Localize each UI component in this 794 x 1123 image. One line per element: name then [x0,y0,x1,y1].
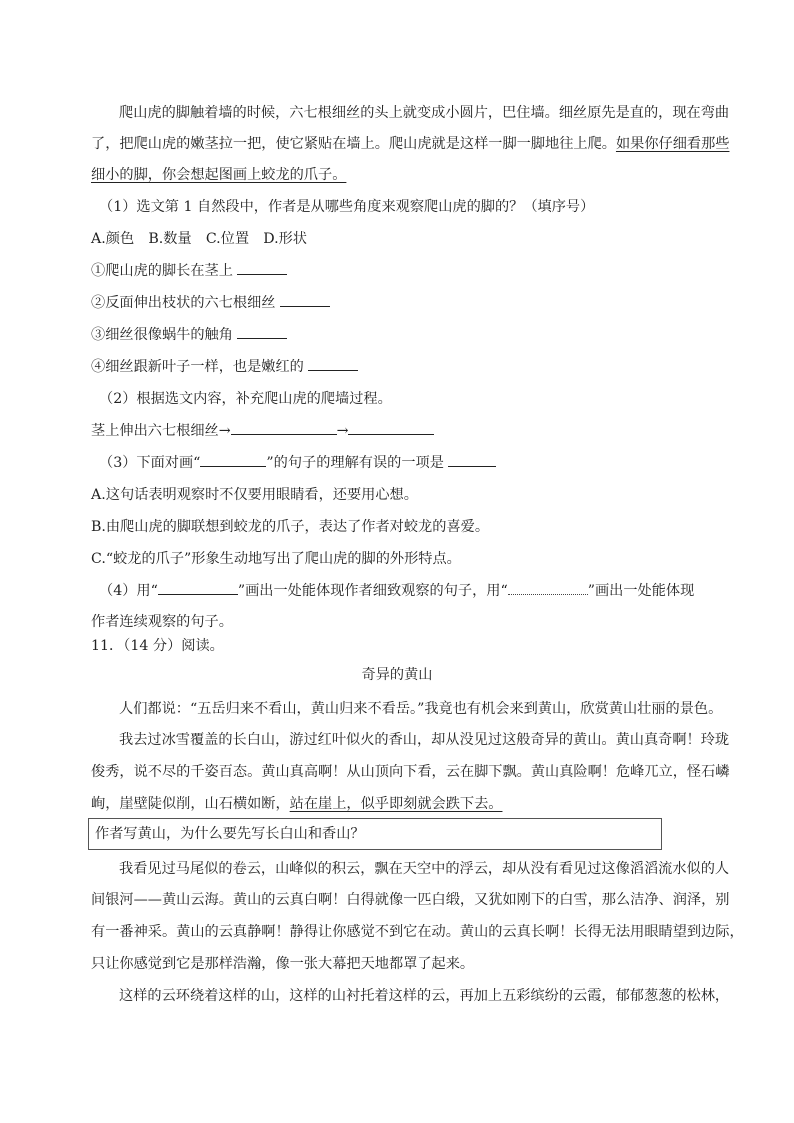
q4-line2: 作者连续观察的句子。 [91,614,233,630]
q4-part1: （4）用“ [99,583,158,599]
q3-option-a: A.这句话表明观察时不仅要用眼睛看，还要用心想。 [91,487,418,503]
q1-answer-blank-1[interactable] [237,262,287,275]
q1-item-1 [91,261,287,281]
q1-item-4-text: ④细丝跟新叶子一样，也是嫩红的 [91,359,304,375]
q3-answer-blank[interactable] [448,454,496,467]
q2-flow [91,421,434,441]
q1-answer-blank-3[interactable] [237,326,287,339]
q4-wavy-line-sample [508,582,588,595]
passage1-underlined-sentence-a: 如果你仔细看那些 [615,136,730,152]
passage1-line2 [91,134,729,154]
q11-header: 11．（14 分）阅读。 [91,638,224,654]
q1-item-2-text: ②反面伸出枝状的六七根细丝 [91,295,276,311]
q4-part3: ”画出一处能体现 [587,583,695,599]
q3-stem [99,453,496,473]
q1-stem: （1）选文第 1 自然段中，作者是从哪些角度来观察爬山虎的脚的？（填序号） [99,199,595,215]
q3-stem-before: （3）下面对画“ [99,455,201,471]
q3-option-b: B.由爬山虎的脚联想到蛟龙的爪子，表达了作者对蛟龙的喜爱。 [91,519,490,535]
q11-underlined-sentence: 站在崖上，似乎即刻就会跌下去。 [289,796,503,812]
q4-line1 [99,581,694,601]
q1-item-2 [91,293,330,313]
q11-para2-line3 [91,794,502,814]
q1-item-4 [91,357,358,377]
q2-answer-blank-1[interactable] [231,422,337,435]
q11-question-box [88,818,662,850]
q11-para3-line4: 只让你感觉到它是那样浩瀚，像一张大幕把天地都罩了起来。 [91,956,475,972]
q11-para3-line3: 有一番神采。黄山的云真静啊！静得让你感觉不到它在动。黄山的云真长啊！长得无法用眼睛望到边际， [91,924,744,940]
q11-para4-line1: 这样的云环绕着这样的山，这样的山衬托着这样的云，再加上五彩缤纷的云霞，郁郁葱葱的松林， [119,988,730,1004]
q3-stem-after: ”的句子的理解有误的一项是 [266,455,444,471]
q2-stem: （2）根据选文内容，补充爬山虎的爬墙过程。 [99,391,392,407]
q11-box-question: 作者写黄山，为什么要先写长白山和香山？ [95,826,365,842]
q3-line-sample [200,454,266,467]
q4-straight-line-sample [158,582,238,595]
q1-item-1-text: ①爬山虎的脚长在茎上 [91,263,233,279]
passage1-line2-plain: 了，把爬山虎的嫩茎拉一把，使它紧贴在墙上。爬山虎就是这样一脚一脚地往上爬。 [91,136,616,152]
q1-answer-blank-2[interactable] [280,294,330,307]
q1-item-3 [91,325,287,345]
q1-answer-blank-4[interactable] [308,358,358,371]
passage1-line1: 爬山虎的脚触着墙的时候，六七根细丝的头上就变成小圆片，巴住墙。细丝原先是直的，现在弯曲 [119,105,730,121]
q2-flow-start: 茎上伸出六七根细丝→ [91,423,231,439]
q1-item-3-text: ③细丝很像蜗牛的触角 [91,327,233,343]
q11-para2-line3-plain: 峋，崖壁陡似削，山石横如断， [91,796,290,812]
q11-para2-line1: 我去过冰雪覆盖的长白山，游过红叶似火的香山，却从没见过这般奇异的黄山。黄山真奇啊！玲珑 [119,732,730,748]
q2-answer-blank-2[interactable] [348,422,434,435]
q3-option-c: C.“蛟龙的爪子”形象生动地写出了爬山虎的脚的外形特点。 [91,551,461,567]
q4-part2: ”画出一处能体现作者细致观察的句子，用“ [237,583,508,599]
q11-para1: 人们都说：“五岳归来不看山，黄山归来不看岳。”我竟也有机会来到黄山，欣赏黄山壮丽的景色。 [119,701,723,717]
q11-para2-line2: 俊秀，说不尽的千姿百态。黄山真高啊！从山顶向下看，云在脚下飘。黄山真险啊！危峰兀立，怪石嶙 [91,764,730,780]
passage1-underlined-sentence-b: 细小的脚，你会想起图画上蛟龙的爪子。 [91,167,347,183]
q11-para3-line2: 间银河——黄山云海。黄山的云真白啊！白得就像一匹白缎，又犹如刚下的白雪，那么洁净、润泽，别 [91,892,730,908]
q11-para3-line1: 我看见过马尾似的卷云，山峰似的积云，飘在天空中的浮云，却从没有看见过这像滔滔流水似的人 [119,861,730,877]
q2-arrow: → [336,423,349,439]
passage1-line3 [91,165,346,185]
q11-article-title: 奇异的黄山 [361,667,433,683]
q1-options: A.颜色 B.数量 C.位置 D.形状 [91,231,307,247]
